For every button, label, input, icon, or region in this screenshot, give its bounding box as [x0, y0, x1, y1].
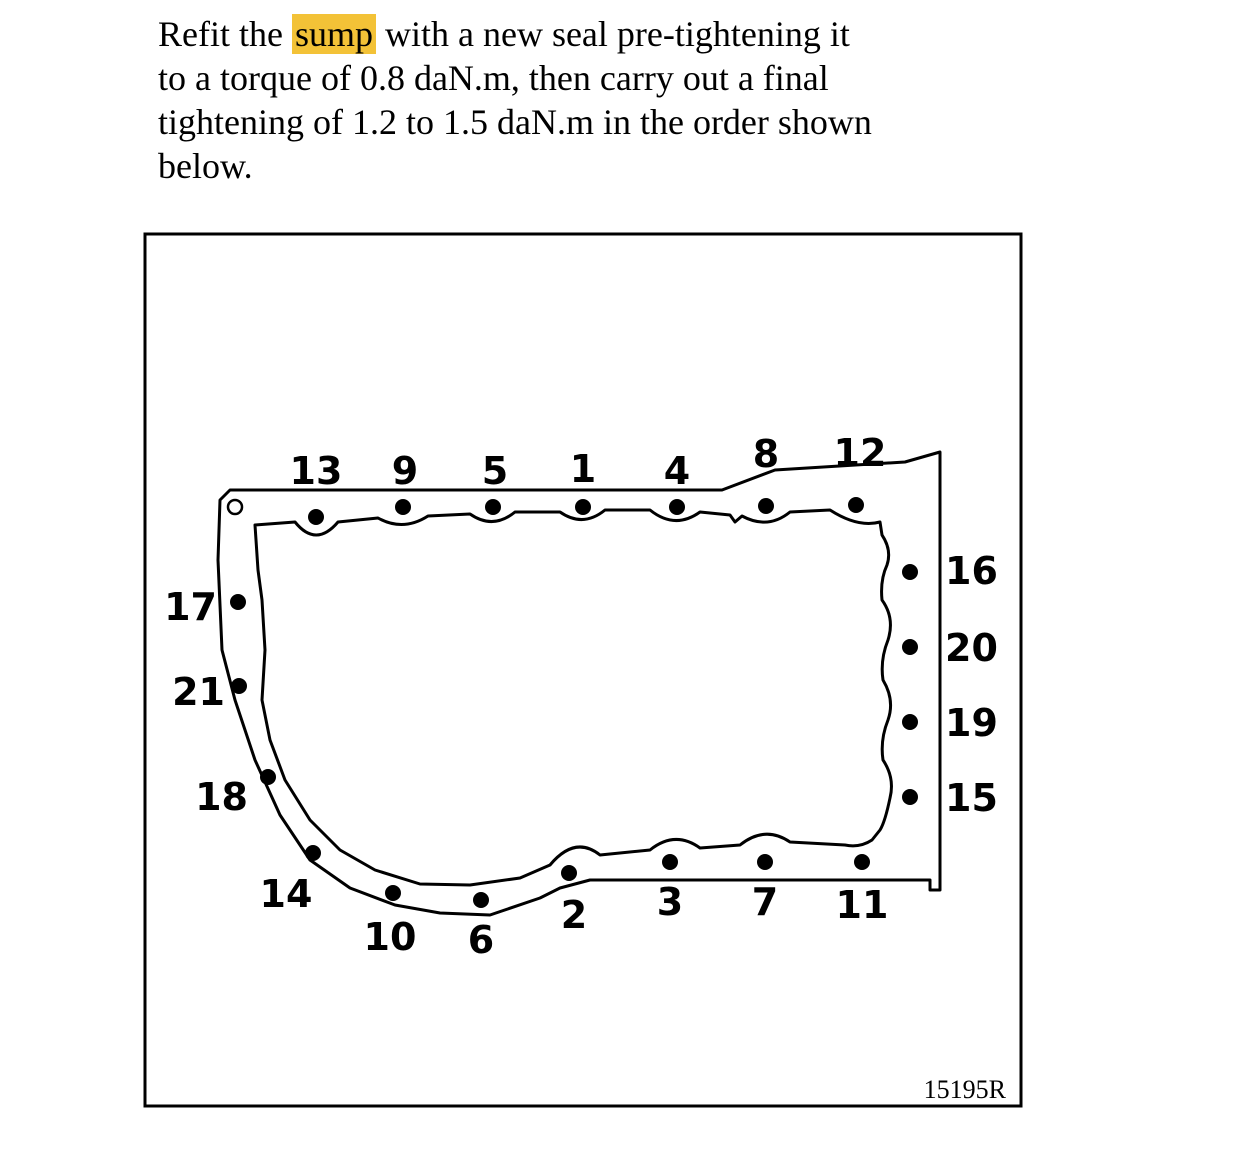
bolt-label-8: 8: [752, 432, 780, 476]
bolt-hole-16: [902, 564, 918, 580]
bolt-label-14: 14: [259, 872, 313, 916]
bolt-label-16: 16: [945, 549, 998, 593]
instruction-line-4: below.: [158, 146, 253, 186]
bolt-label-19: 19: [945, 701, 998, 745]
bolt-hole-2: [561, 865, 577, 881]
bolt-hole-3: [662, 854, 678, 870]
instruction-line-2: to a torque of 0.8 daN.m, then carry out a final: [158, 58, 829, 98]
figure-frame: [145, 234, 1021, 1106]
bolt-label-3: 3: [656, 880, 684, 924]
bolt-label-13: 13: [289, 449, 343, 493]
bolt-label-2: 2: [560, 893, 588, 937]
bolt-hole-18: [260, 769, 276, 785]
figure-reference: 15195R: [923, 1075, 1006, 1104]
bolt-hole-15: [902, 789, 918, 805]
bolt-label-10: 10: [363, 915, 417, 959]
bolt-hole-7: [757, 854, 773, 870]
bolt-label-17: 17: [164, 585, 217, 629]
bolt-hole-20: [902, 639, 918, 655]
bolt-label-7: 7: [751, 880, 779, 924]
bolt-label-4: 4: [663, 449, 691, 493]
bolt-hole-14: [305, 845, 321, 861]
bolt-hole-21: [231, 678, 247, 694]
locating-hole: [228, 500, 242, 514]
bolt-hole-17: [230, 594, 246, 610]
bolt-label-15: 15: [945, 776, 998, 820]
bolt-label-12: 12: [833, 431, 887, 475]
bolt-label-9: 9: [391, 449, 419, 493]
bolt-hole-12: [848, 497, 864, 513]
bolt-hole-9: [395, 499, 411, 515]
bolt-hole-8: [758, 498, 774, 514]
bolt-label-11: 11: [835, 883, 889, 927]
bolt-hole-13: [308, 509, 324, 525]
bolt-hole-10: [385, 885, 401, 901]
bolt-hole-4: [669, 499, 685, 515]
gasket-inner-outline: [255, 510, 891, 885]
bolt-label-18: 18: [195, 775, 248, 819]
bolt-hole-1: [575, 499, 591, 515]
bolt-label-6: 6: [467, 918, 495, 962]
bolt-label-20: 20: [945, 626, 998, 670]
bolt-hole-5: [485, 499, 501, 515]
instruction-line-1: Refit the sump with a new seal pre-tightening it: [158, 14, 850, 54]
bolt-label-5: 5: [481, 449, 509, 493]
bolt-label-1: 1: [569, 447, 597, 491]
bolt-label-21: 21: [172, 670, 225, 714]
bolt-hole-19: [902, 714, 918, 730]
bolt-hole-11: [854, 854, 870, 870]
bolt-hole-6: [473, 892, 489, 908]
instruction-line-3: tightening of 1.2 to 1.5 daN.m in the order shown: [158, 102, 872, 142]
highlighted-word: sump: [292, 14, 376, 54]
